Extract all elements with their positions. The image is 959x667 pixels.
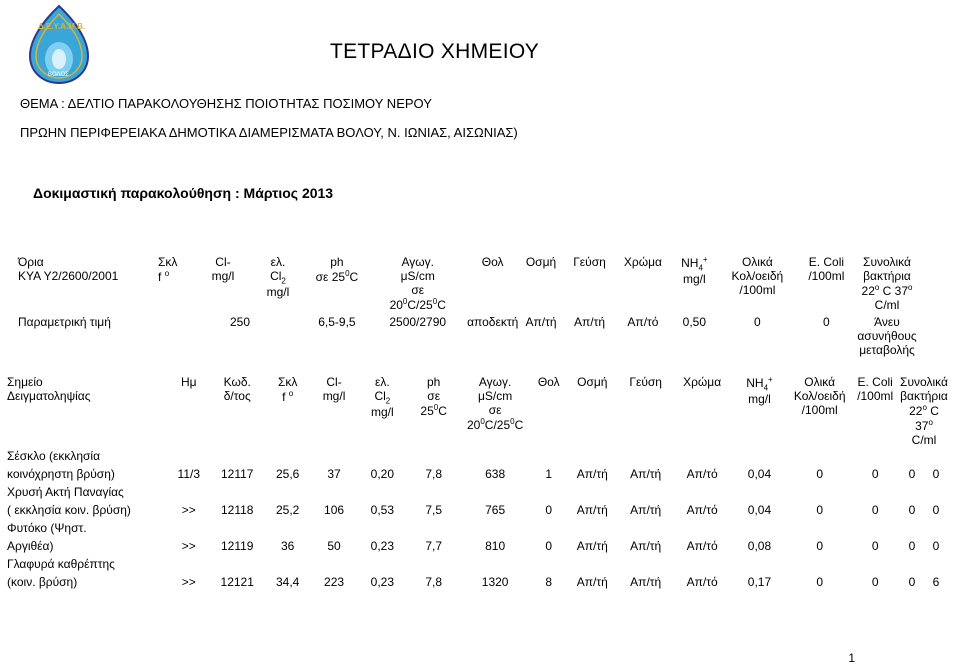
sample-date: >> — [181, 503, 196, 517]
param-ph: 6,5-9,5 — [318, 315, 356, 329]
sample-geusi: Απ/τή — [630, 503, 662, 517]
param-label: Παραμετρική τιμή 250 — [18, 315, 251, 329]
param-coliforms: 0 — [754, 315, 761, 329]
sample-bacteria-22c: 0 — [908, 467, 916, 481]
samples-header-total-bacteria: Συνολικά βακτήρια 22$^o$ C 37$^o$ C/ml — [900, 375, 948, 447]
sample-xroma: Απ/τό — [686, 503, 718, 517]
limits-header-label: Όρια ΚΥΑ Υ2/2600/2001 — [18, 255, 119, 283]
samples-header-odor: Οσμή — [577, 375, 608, 389]
sample-cond: 765 — [485, 503, 506, 517]
sample-location-line-1: Χρυσή Ακτή Παναγίας — [7, 485, 124, 499]
sample-nh4: 0,17 — [747, 575, 772, 589]
param-cond: 250 — [230, 315, 251, 329]
limits-header-free-cl: ελ. $Cl_2$ mg/l — [266, 255, 290, 300]
param-ecoli: 0 — [823, 315, 830, 329]
sample-code: 12117 — [220, 467, 254, 481]
sample-thol: 0 — [545, 503, 553, 517]
sample-cl: 223 — [324, 575, 345, 589]
limits-header-skl: Σκλ f $^o$ — [158, 255, 178, 284]
sample-row — [7, 537, 948, 555]
samples-header-date: Ημ — [180, 375, 197, 389]
sample-date: >> — [181, 539, 196, 553]
sample-location-line-1: Σέσκλο (εκκλησία — [7, 449, 101, 463]
sample-nh4: 0,08 — [747, 539, 772, 553]
limits-header-color: Χρώμα — [623, 255, 662, 269]
logo-text: Δ.Ε.Υ.Α.Μ.Β. — [38, 22, 86, 31]
sample-bacteria-37c: 6 — [932, 575, 940, 589]
limits-header-ph: ph σε $25^0C$ — [315, 255, 359, 284]
param-taste: Απ/τή — [573, 315, 605, 329]
sample-kol: 0 — [816, 575, 824, 589]
sample-ecoli: 0 — [871, 539, 879, 553]
sample-code: 12118 — [220, 503, 254, 517]
sample-cl: 50 — [327, 539, 341, 553]
param-color: Απ/τό — [627, 315, 659, 329]
sample-row-location — [7, 519, 948, 537]
sample-kol: 0 — [816, 467, 824, 481]
limits-header-nh4: $NH_4^+$ mg/l — [681, 255, 708, 287]
sample-cond: 638 — [485, 467, 506, 481]
sample-total-bacteria — [900, 537, 948, 555]
sample-total-bacteria — [900, 501, 948, 519]
sample-location-line-2: ( εκκλησία κοιν. βρύση) — [7, 503, 131, 517]
sample-ph: 7,8 — [425, 467, 442, 481]
sample-osmi: Απ/τή — [576, 539, 608, 553]
sample-bacteria-22c: 0 — [908, 539, 916, 553]
sample-el: 0,53 — [370, 503, 395, 517]
samples-header-coliforms: Ολικά Κολ/οειδή /100ml — [793, 375, 846, 417]
limits-header-turbidity: Θολ — [481, 255, 504, 269]
sample-el: 0,23 — [370, 539, 395, 553]
sample-xroma: Απ/τό — [686, 575, 718, 589]
limits-header-ecoli: E. Coli /100ml — [808, 255, 845, 283]
sample-el: 0,20 — [370, 467, 395, 481]
page-title: ΤΕΤΡΑΔΙΟ ΧΗΜΕΙΟΥ — [330, 40, 540, 63]
limits-table — [18, 255, 918, 357]
samples-header-turbidity: Θολ — [537, 375, 560, 389]
sample-thol: 0 — [545, 539, 553, 553]
limits-header-conductivity: Αγωγ. μS/cm σε $20^0C/25^0C$ — [389, 255, 446, 312]
sample-skl: 25,6 — [275, 467, 300, 481]
samples-header-row — [7, 375, 948, 447]
sample-thol: 8 — [545, 575, 553, 589]
sample-row-location — [7, 555, 948, 573]
param-odor: Απ/τή — [525, 315, 557, 329]
limits-header-taste: Γεύση — [573, 255, 606, 269]
samples-header-skl: Σκλ f $^o$ — [277, 375, 298, 404]
sample-ecoli: 0 — [871, 503, 879, 517]
company-logo — [24, 4, 94, 86]
sample-date: >> — [181, 575, 196, 589]
sample-bacteria-37c: 0 — [932, 503, 940, 517]
sample-ph: 7,7 — [425, 539, 442, 553]
samples-header-ph: ph σε $25^0C$ — [420, 375, 447, 418]
samples-header-taste: Γεύση — [629, 375, 662, 389]
sample-kol: 0 — [816, 539, 824, 553]
page-number: 1 — [848, 651, 855, 665]
sample-osmi: Απ/τή — [576, 503, 608, 517]
sample-kol: 0 — [816, 503, 824, 517]
param-turbidity: αποδεκτή — [467, 315, 519, 329]
sample-xroma: Απ/τό — [686, 467, 718, 481]
sample-nh4: 0,04 — [747, 503, 772, 517]
samples-table — [7, 375, 948, 591]
sample-total-bacteria — [900, 573, 948, 591]
sample-bacteria-37c: 0 — [932, 539, 940, 553]
limits-header-row — [18, 255, 918, 312]
sample-ph: 7,8 — [425, 575, 442, 589]
sample-location-line-2: Αργιθέα) — [7, 539, 54, 553]
samples-header-free-cl: ελ. $Cl_2$ mg/l — [371, 375, 394, 420]
sample-cl: 106 — [324, 503, 345, 517]
sample-location-line-2: (κοιν. βρύση) — [7, 575, 78, 589]
region-line: ΠΡΩΗΝ ΠΕΡΙΦΕΡΕΙΑΚΑ ΔΗΜΟΤΙΚΑ ΔΙΑΜΕΡΙΣΜΑΤΑ ΒΟΛΟΥ, Ν. ΙΩΝΙΑΣ, ΑΙΣΩΝΙΑΣ) — [20, 125, 518, 140]
sample-row-location — [7, 447, 948, 465]
sample-ecoli: 0 — [871, 467, 879, 481]
sample-nh4: 0,04 — [747, 467, 772, 481]
param-conductivity: 2500/2790 — [389, 315, 447, 329]
samples-header-code: Κωδ. δ/τος — [223, 375, 251, 403]
sample-osmi: Απ/τή — [576, 575, 608, 589]
samples-header-conductivity: Αγωγ. μS/cm σε $20^0C/25^0C$ — [466, 375, 524, 432]
param-total-bacteria: Άνευ ασυνήθους μεταβολής — [857, 315, 917, 357]
sample-bacteria-22c: 0 — [908, 575, 916, 589]
sample-code: 12119 — [220, 539, 254, 553]
sample-bacteria-37c: 0 — [932, 467, 940, 481]
limits-header-odor: Οσμή — [525, 255, 557, 269]
sample-total-bacteria — [900, 465, 948, 483]
sample-osmi: Απ/τή — [576, 467, 608, 481]
sample-code: 12121 — [220, 575, 254, 589]
param-nh4: 0,50 — [682, 315, 707, 329]
sample-thol: 1 — [545, 467, 553, 481]
sample-geusi: Απ/τή — [630, 467, 662, 481]
limits-header-coliforms: Ολικά Κολ/οειδή /100ml — [731, 255, 784, 297]
monitoring-period: Δοκιμαστική παρακολούθηση : Μάρτιος 2013 — [33, 185, 334, 201]
sample-row — [7, 465, 948, 483]
limits-header-cl: Cl- mg/l — [211, 255, 235, 283]
subject-line: ΘΕΜΑ : ΔΕΛΤΙΟ ΠΑΡΑΚΟΛΟΥΘΗΣΗΣ ΠΟΙΟΤΗΤΑΣ ΠΟΣΙΜΟΥ ΝΕΡΟΥ — [20, 96, 432, 111]
sample-skl: 25,2 — [275, 503, 300, 517]
samples-header-color: Χρώμα — [683, 375, 722, 389]
sample-xroma: Απ/τό — [686, 539, 718, 553]
sample-el: 0,23 — [370, 575, 395, 589]
sample-location-line-1: Γλαφυρά καθρέπτης — [7, 557, 115, 571]
sample-cl: 37 — [327, 467, 341, 481]
sample-row — [7, 501, 948, 519]
sample-geusi: Απ/τή — [630, 539, 662, 553]
sample-geusi: Απ/τή — [630, 575, 662, 589]
sample-ph: 7,5 — [425, 503, 442, 517]
limits-header-total-bacteria: Συνολικά βακτήρια 22$^o$ C 37$^o$ C/ml — [861, 255, 913, 312]
samples-header-cl: Cl- mg/l — [322, 375, 346, 403]
sample-row-location — [7, 483, 948, 501]
sample-cond: 1320 — [481, 575, 509, 589]
sample-date: 11/3 — [177, 467, 200, 481]
sample-location-line-1: Φυτόκο (Ψηστ. — [7, 521, 87, 535]
samples-header-point: Σημείο Δειγματοληψίας — [7, 375, 91, 403]
sample-skl: 36 — [280, 539, 295, 553]
samples-header-nh4: $NH_4^+$ mg/l — [746, 375, 773, 407]
samples-header-ecoli: E. Coli /100ml — [857, 375, 894, 403]
sample-location-line-2: κοινόχρηστη βρύση) — [7, 467, 115, 481]
sample-skl: 34,4 — [275, 575, 300, 589]
sample-bacteria-22c: 0 — [908, 503, 916, 517]
limits-param-row — [18, 312, 918, 357]
sample-cond: 810 — [485, 539, 506, 553]
sample-ecoli: 0 — [871, 575, 879, 589]
sample-row — [7, 573, 948, 591]
logo-subtext: ΒΟΛΟΣ — [48, 72, 69, 78]
